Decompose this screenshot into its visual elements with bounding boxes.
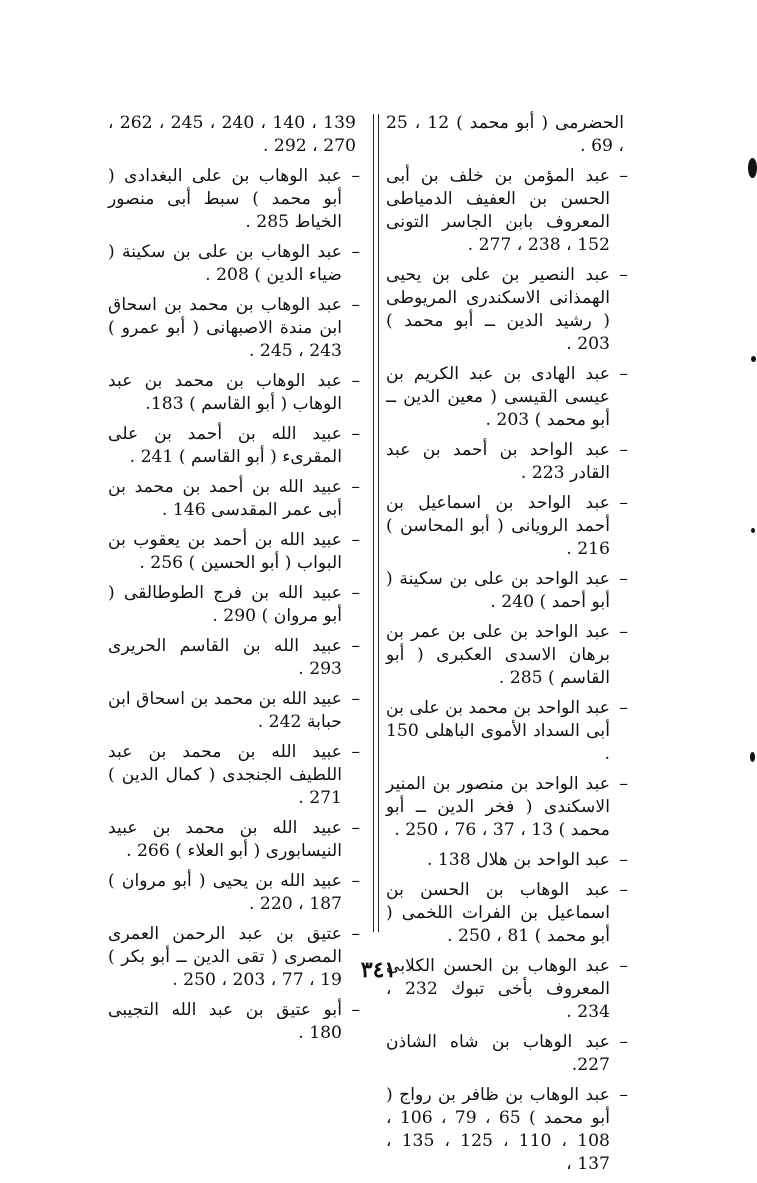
index-entry <box>386 773 628 842</box>
index-entry <box>386 1084 628 1176</box>
entry-dash: – <box>351 424 360 444</box>
entry-text: عبيد الله بن أحمد بن محمد بن أبى عمر المقدسى 146 . <box>108 477 342 520</box>
entry-dash: – <box>619 956 628 976</box>
entry-text: عبيد الله بن يحيى ( أبو مروان ) 187 ، 220 . <box>108 871 342 914</box>
entry-dash: – <box>351 871 360 891</box>
index-entry <box>386 697 628 766</box>
scan-speck <box>751 528 755 533</box>
entry-text: عبد الواحد بن محمد بن على بن أبى السداد الأموى الباهلى 150 . <box>386 698 610 764</box>
entry-text: عبد الوهاب بن على بن سكينة ( ضياء الدين ) 208 . <box>108 242 342 285</box>
index-entry <box>108 688 360 734</box>
entry-dash: – <box>619 622 628 642</box>
entry-dash: – <box>619 698 628 718</box>
entry-text: أبو عتيق بن عبد الله التجيبى 180 . <box>108 1000 342 1043</box>
index-entry <box>108 294 360 363</box>
index-entry <box>386 165 628 257</box>
entry-dash: – <box>619 265 628 285</box>
entry-text: عبد الواحد بن اسماعيل بن أحمد الرويانى ( أبو المحاسن ) 216 . <box>386 493 610 559</box>
index-entry <box>386 568 628 614</box>
page-number: ٣٤١ <box>360 957 397 983</box>
entry-dash: – <box>351 530 360 550</box>
scan-speck <box>751 356 756 362</box>
index-entry <box>108 112 356 158</box>
entry-dash: – <box>351 1000 360 1020</box>
column-divider-rule <box>378 114 379 932</box>
index-entry <box>108 817 360 863</box>
entry-text: عبد الواحد بن منصور بن المنير الاسكندى ( فخر الدين ــ أبو محمد ) 13 ، 37 ، 76 ، 250 . <box>386 774 610 840</box>
index-entry <box>108 870 360 916</box>
index-entry <box>386 849 628 872</box>
index-entry <box>108 529 360 575</box>
index-entry <box>386 1031 628 1077</box>
entry-text: عبيد الله بن فرج الطوطالقى ( أبو مروان ) 290 . <box>108 583 342 626</box>
index-entry <box>108 635 360 681</box>
entry-text: عبد النصير بن على بن يحيى الهمذانى الاسكندرى المريوطى ( رشيد الدين ــ أبو محمد ) 203 . <box>386 265 610 354</box>
entry-dash: – <box>619 1085 628 1105</box>
scan-speck <box>748 158 757 178</box>
index-column-right <box>386 112 628 1183</box>
index-entry <box>108 370 360 416</box>
entry-text: عبد الوهاب بن محمد بن اسحاق ابن مندة الاصبهانى ( أبو عمرو ) 243 ، 245 . <box>108 295 342 361</box>
entry-dash: – <box>351 477 360 497</box>
entry-dash: – <box>619 569 628 589</box>
entry-text: عبد الوهاب بن محمد بن عبد الوهاب ( أبو القاسم ) 183. <box>108 371 342 414</box>
entry-dash: – <box>619 774 628 794</box>
column-divider-rule <box>373 114 374 932</box>
entry-text: عبيد الله بن محمد بن اسحاق ابن حبابة 242 . <box>108 689 342 732</box>
entry-dash: – <box>351 295 360 315</box>
entry-dash: – <box>351 689 360 709</box>
entry-dash: – <box>351 924 360 944</box>
scan-speck <box>750 752 755 762</box>
index-entry <box>108 423 360 469</box>
entry-text: عبد المؤمن بن خلف بن أبى الحسن بن العفيف الدمياطى المعروف بابن الجاسر التونى 152 ، 238 ، 277 . <box>386 166 610 255</box>
entry-text: عبد الواحد بن على بن عمر بن برهان الاسدى العكبرى ( أبو القاسم ) 285 . <box>386 622 610 688</box>
index-entry <box>108 741 360 810</box>
index-entry <box>386 879 628 948</box>
entry-dash: – <box>619 1032 628 1052</box>
index-entry <box>108 241 360 287</box>
entry-dash: – <box>619 850 628 870</box>
index-entry <box>108 165 360 234</box>
entry-dash: – <box>619 493 628 513</box>
entry-dash: – <box>619 880 628 900</box>
entry-dash: – <box>351 166 360 186</box>
entry-text: عبيد الله بن القاسم الحريرى 293 . <box>108 636 342 679</box>
index-entry <box>386 621 628 690</box>
entry-text: الحضرمى ( أبو محمد ) 12 ، 25 ، 69 . <box>386 113 624 156</box>
entry-dash: – <box>351 242 360 262</box>
index-entry <box>386 439 628 485</box>
entry-text: عبيد الله بن أحمد بن يعقوب بن البواب ( أبو الحسين ) 256 . <box>108 530 342 573</box>
entry-text: عبد الواحد بن على بن سكينة ( أبو أحمد ) 240 . <box>386 569 610 612</box>
index-entry <box>386 264 628 356</box>
entry-dash: – <box>619 166 628 186</box>
entry-dash: – <box>619 440 628 460</box>
index-column-left <box>108 112 360 1052</box>
entry-dash: – <box>351 818 360 838</box>
entry-text: عبد الواحد بن هلال 138 . <box>426 850 610 870</box>
entry-dash: – <box>351 371 360 391</box>
entry-text: عتيق بن عبد الرحمن العمرى المصرى ( تقى الدين ــ أبو بكر ) 19 ، 77 ، 203 ، 250 . <box>108 924 342 990</box>
index-entry <box>386 492 628 561</box>
entry-text: عبيد الله بن أحمد بن على المقرىء ( أبو القاسم ) 241 . <box>108 424 342 467</box>
index-entry <box>108 582 360 628</box>
entry-text: عبد الوهاب بن شاه الشاذن 227. <box>386 1032 610 1075</box>
entry-text: عبيد الله بن محمد بن عبد اللطيف الجنجدى ( كمال الدين ) 271 . <box>108 742 342 808</box>
entry-dash: – <box>351 742 360 762</box>
entry-text: عبد الواحد بن أحمد بن عبد القادر 223 . <box>386 440 610 483</box>
index-entry <box>386 363 628 432</box>
entry-dash: – <box>619 364 628 384</box>
entry-text: عبد الوهاب بن على البغدادى ( أبو محمد ) سبط أبى منصور الخياط 285 . <box>108 166 342 232</box>
entry-text: عبد الهادى بن عبد الكريم بن عيسى القيسى ( معين الدين ــ أبو محمد ) 203 . <box>386 364 610 430</box>
entry-text: 139 ، 140 ، 240 ، 245 ، 262 ، 270 ، 292 . <box>108 113 356 156</box>
index-entry <box>108 476 360 522</box>
entry-text: عبد الوهاب بن الحسن بن اسماعيل بن الفرات اللخمى ( أبو محمد ) 81 ، 250 . <box>386 880 610 946</box>
entry-dash: – <box>351 583 360 603</box>
index-entry <box>108 999 360 1045</box>
entry-text: عبد الوهاب بن ظافر بن رواج ( أبو محمد ) 65 ، 79 ، 106 ، 108 ، 110 ، 125 ، 135 ، 137 ، <box>386 1085 610 1174</box>
entry-dash: – <box>351 636 360 656</box>
entry-text: عبيد الله بن محمد بن عبيد النيسابورى ( أبو العلاء ) 266 . <box>108 818 342 861</box>
entry-text: عبد الوهاب بن الحسن الكلابى المعروف بأخى تبوك 232 ، 234 . <box>386 956 610 1022</box>
index-entry <box>386 112 624 158</box>
